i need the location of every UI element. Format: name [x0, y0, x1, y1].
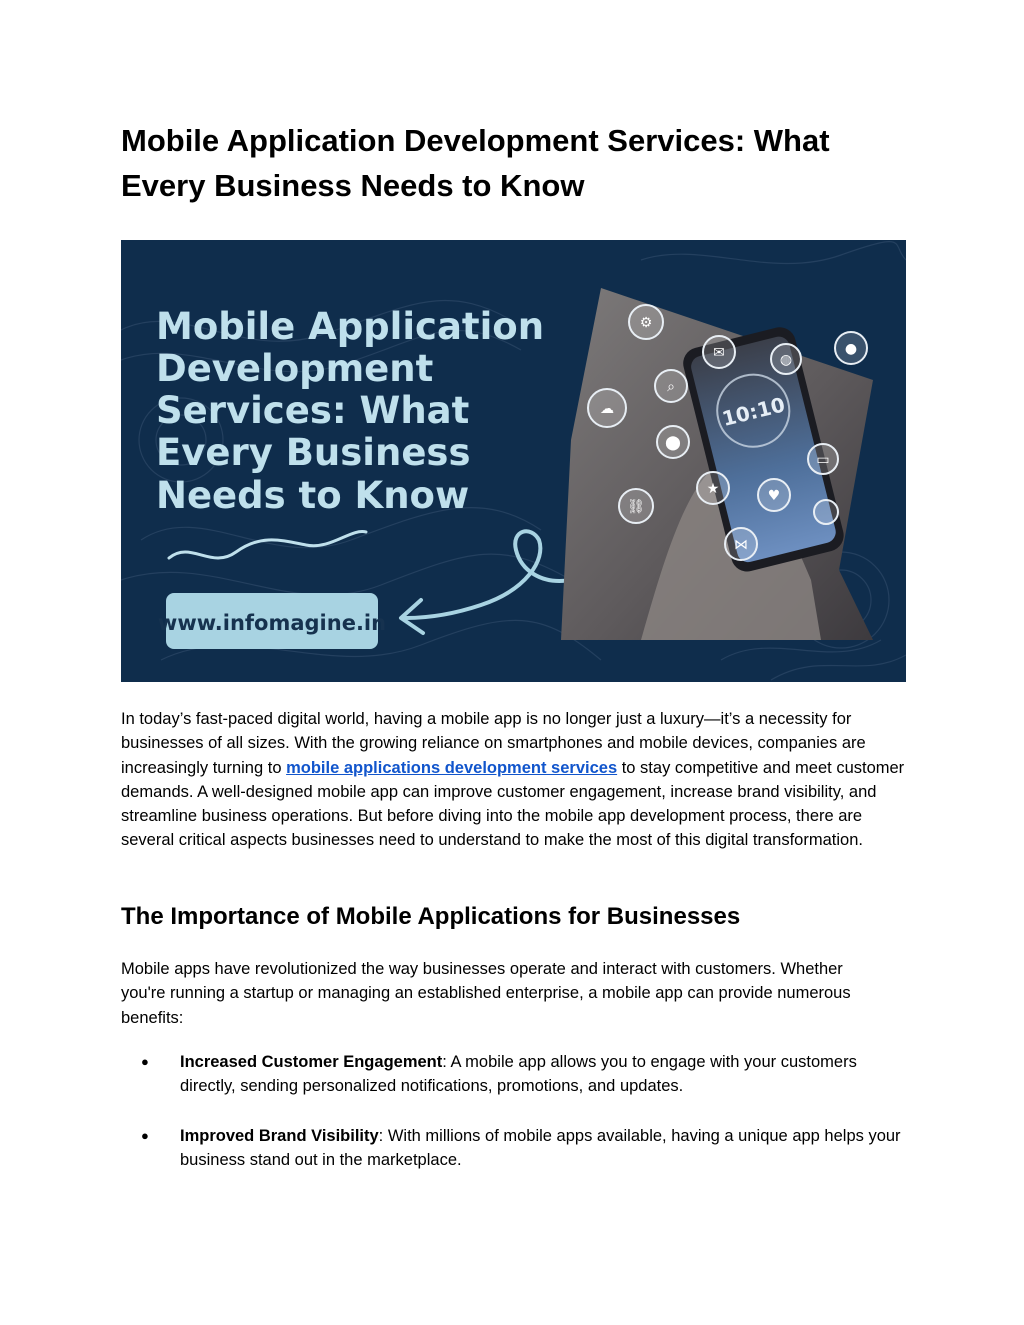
headline-line: Mobile Application	[156, 305, 545, 348]
intro-paragraph	[121, 707, 911, 853]
headline-line: Needs to Know	[156, 474, 470, 517]
bullet-icon: ●	[141, 1054, 149, 1069]
headline-line: Development	[156, 347, 434, 390]
section-heading: The Importance of Mobile Applications for Businesses	[121, 903, 741, 930]
list-item	[121, 1050, 911, 1099]
phone-photo	[561, 288, 873, 640]
svg-text:♥: ♥	[767, 488, 781, 504]
svg-text:✉: ✉	[713, 345, 725, 361]
list-item-term: Improved Brand Visibility	[180, 1126, 379, 1145]
svg-text:⚙: ⚙	[639, 315, 653, 331]
svg-text:★: ★	[706, 481, 720, 497]
svg-text:◍: ◍	[779, 352, 793, 368]
banner-headline	[156, 305, 544, 517]
svg-text:●: ●	[844, 341, 858, 357]
svg-text:▭: ▭	[816, 452, 830, 468]
svg-text:⋈: ⋈	[734, 537, 748, 553]
dot-icon	[814, 500, 838, 524]
bullet-icon: ●	[141, 1127, 149, 1143]
headline-line: Services: What	[156, 389, 470, 432]
section-intro: Mobile apps have revolutionized the way businesses operate and interact with customers. Whether you're running a startup or managing an established enterprise, a mobile app can provide numerous benefits:	[121, 960, 851, 1027]
phone-time: 10:10	[719, 392, 788, 432]
intro-text-after: to stay competitive and meet customer demands. A well-designed mobile app can improve customer engagement, increase brand visibility, and streamline business operations. But before diving into the mobile app development process, there are several critical aspects businesses need to understand to make the most of this digital transformation.	[121, 758, 905, 850]
headline-line: Every Business	[156, 431, 471, 474]
list-item-text: : With millions of mobile apps available, having a unique app helps your business stand out in the marketplace.	[180, 1126, 901, 1169]
list-item	[121, 1124, 911, 1173]
svg-text:☁: ☁	[600, 401, 614, 417]
url-badge-text: www.infomagine.in	[157, 611, 387, 635]
arrow-icon	[406, 531, 571, 618]
svg-text:⌕: ⌕	[667, 379, 675, 395]
list-item-term: Increased Customer Engagement	[180, 1053, 443, 1071]
services-link[interactable]: mobile applications development services	[286, 758, 618, 777]
page-title: Mobile Application Development Services: What Every Business Needs to Know	[121, 123, 830, 203]
list-item-text: : A mobile app allows you to engage with your customers directly, sending personalized notifications, promotions, and updates.	[180, 1053, 857, 1096]
banner-image	[121, 240, 906, 682]
intro-text-before: In today’s fast-paced digital world, having a mobile app is no longer just a luxury—it’s a necessity for businesses of all sizes. With the growing reliance on smartphones and mobile devices, companies are increasingly turning to	[121, 710, 866, 777]
benefits-list	[121, 1050, 911, 1197]
svg-text:⛓: ⛓	[627, 499, 645, 515]
svg-text:⬤: ⬤	[665, 435, 681, 451]
